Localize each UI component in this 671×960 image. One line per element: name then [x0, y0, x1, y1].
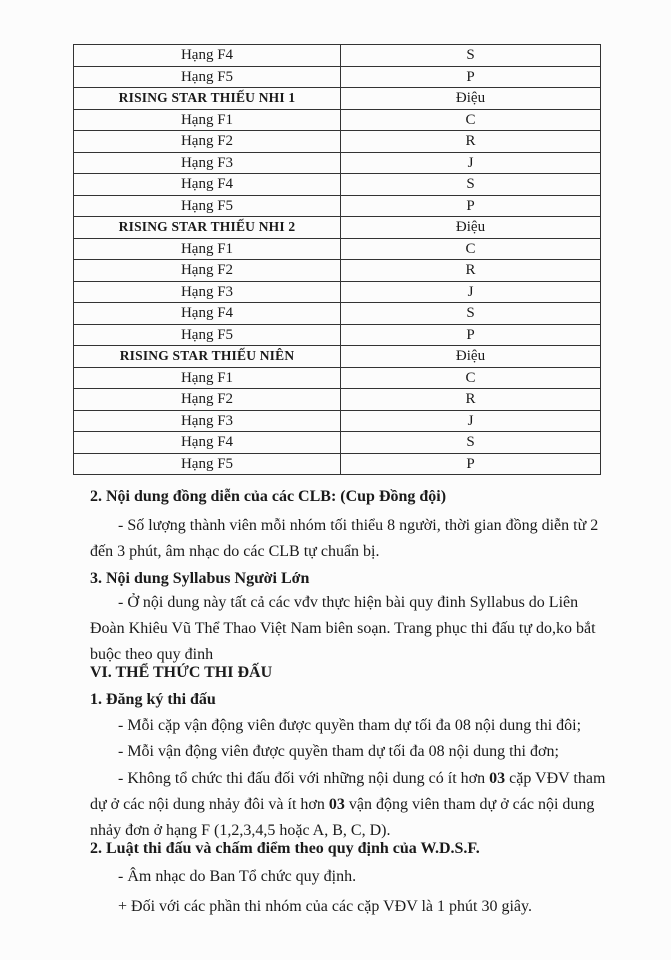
- table-row: [74, 131, 601, 153]
- dance-column-label-cell: Điệu: [341, 217, 601, 239]
- vi-1-line-3-count-1: 03: [489, 770, 506, 787]
- category-cell: Hạng F4: [74, 303, 341, 325]
- dance-code-cell: C: [341, 109, 601, 131]
- table-body: [74, 45, 601, 475]
- table-row: [74, 389, 601, 411]
- section-vi-2-heading: 2. Luật thi đấu và chấm điểm theo quy định của W.D.S.F.: [90, 840, 480, 857]
- section-vi-1-heading: 1. Đăng ký thi đấu: [90, 691, 216, 708]
- category-cell: Hạng F5: [74, 453, 341, 475]
- category-cell: Hạng F3: [74, 152, 341, 174]
- dance-category-table: [73, 44, 601, 475]
- category-cell: Hạng F4: [74, 174, 341, 196]
- table-row: [74, 281, 601, 303]
- category-cell: Hạng F2: [74, 389, 341, 411]
- dance-code-cell: P: [341, 453, 601, 475]
- section-3-body: - Ở nội dung này tất cả các vđv thực hiện bài quy đinh Syllabus do Liên Đoàn Khiêu Vũ Thể Thao Việt Nam biên soạn. Trang phục thi đấu tự do,ko bắt buộc theo quy đinh: [90, 594, 596, 663]
- dance-code-cell: P: [341, 195, 601, 217]
- dance-code-cell: R: [341, 389, 601, 411]
- group-title-cell: RISING STAR THIẾU NIÊN: [74, 346, 341, 368]
- category-cell: Hạng F1: [74, 367, 341, 389]
- table-row: [74, 109, 601, 131]
- table-row: [74, 195, 601, 217]
- section-vi-heading: VI. THỂ THỨC THI ĐẤU: [90, 664, 273, 681]
- dance-code-cell: P: [341, 66, 601, 88]
- category-cell: Hạng F4: [74, 45, 341, 67]
- vi-2-line-1: - Âm nhạc do Ban Tổ chức quy định.: [118, 868, 357, 885]
- vi-1-line-3: [90, 766, 614, 844]
- category-cell: Hạng F5: [74, 195, 341, 217]
- table-row: [74, 260, 601, 282]
- table-row: [74, 152, 601, 174]
- table-row: [74, 410, 601, 432]
- category-cell: Hạng F1: [74, 238, 341, 260]
- dance-code-cell: J: [341, 281, 601, 303]
- category-cell: Hạng F5: [74, 324, 341, 346]
- category-cell: Hạng F5: [74, 66, 341, 88]
- table-row: [74, 238, 601, 260]
- table-row: [74, 324, 601, 346]
- table-group-header-row: [74, 346, 601, 368]
- vi-1-line-3-pre: - Không tổ chức thi đấu đối với những nội dung có ít hơn: [118, 770, 490, 787]
- dance-column-label-cell: Điệu: [341, 88, 601, 110]
- category-cell: Hạng F2: [74, 260, 341, 282]
- dance-code-cell: J: [341, 152, 601, 174]
- table-row: [74, 66, 601, 88]
- vi-2-line-2: + Đối với các phần thi nhóm của các cặp VĐV là 1 phút 30 giây.: [118, 898, 532, 915]
- dance-code-cell: C: [341, 238, 601, 260]
- dance-code-cell: S: [341, 432, 601, 454]
- table-row: [74, 303, 601, 325]
- category-cell: Hạng F2: [74, 131, 341, 153]
- table-row: [74, 367, 601, 389]
- group-title-cell: RISING STAR THIẾU NHI 1: [74, 88, 341, 110]
- dance-code-cell: S: [341, 45, 601, 67]
- dance-code-cell: S: [341, 303, 601, 325]
- vi-1-line-3-count-2: 03: [328, 796, 345, 813]
- table-group-header-row: [74, 217, 601, 239]
- category-cell: Hạng F3: [74, 281, 341, 303]
- vi-1-line-3-post: vận động viên tham dự ở các nội dung nhảy đơn ở hạng F (1,2,3,4,5 hoặc A, B, C, D).: [90, 796, 595, 839]
- category-cell: Hạng F3: [74, 410, 341, 432]
- table-row: [74, 174, 601, 196]
- dance-code-cell: P: [341, 324, 601, 346]
- dance-code-cell: R: [341, 260, 601, 282]
- group-title-cell: RISING STAR THIẾU NHI 2: [74, 217, 341, 239]
- vi-1-line-3-mid: cặp VĐV tham dự ở các nội dung nhảy đôi và ít hơn: [90, 770, 606, 813]
- table-row: [74, 432, 601, 454]
- section-2-heading: 2. Nội dung đồng diễn của các CLB: (Cup Đồng đội): [90, 488, 447, 505]
- vi-1-line-1: - Mỗi cặp vận động viên được quyền tham dự tối đa 08 nội dung thi đôi;: [118, 717, 582, 734]
- category-cell: Hạng F4: [74, 432, 341, 454]
- dance-code-cell: C: [341, 367, 601, 389]
- category-cell: Hạng F1: [74, 109, 341, 131]
- dance-code-cell: S: [341, 174, 601, 196]
- vi-1-line-2: - Mỗi vận động viên được quyền tham dự tối đa 08 nội dung thi đơn;: [118, 743, 559, 760]
- dance-code-cell: R: [341, 131, 601, 153]
- section-2-body: - Số lượng thành viên mỗi nhóm tối thiểu 8 người, thời gian đồng diễn từ 2 đến 3 phút, âm nhạc do các CLB tự chuẩn bị.: [90, 517, 599, 560]
- section-3-heading: 3. Nội dung Syllabus Người Lớn: [90, 570, 310, 587]
- dance-code-cell: J: [341, 410, 601, 432]
- table-group-header-row: [74, 88, 601, 110]
- table-row: [74, 453, 601, 475]
- table-row: [74, 45, 601, 67]
- dance-column-label-cell: Điệu: [341, 346, 601, 368]
